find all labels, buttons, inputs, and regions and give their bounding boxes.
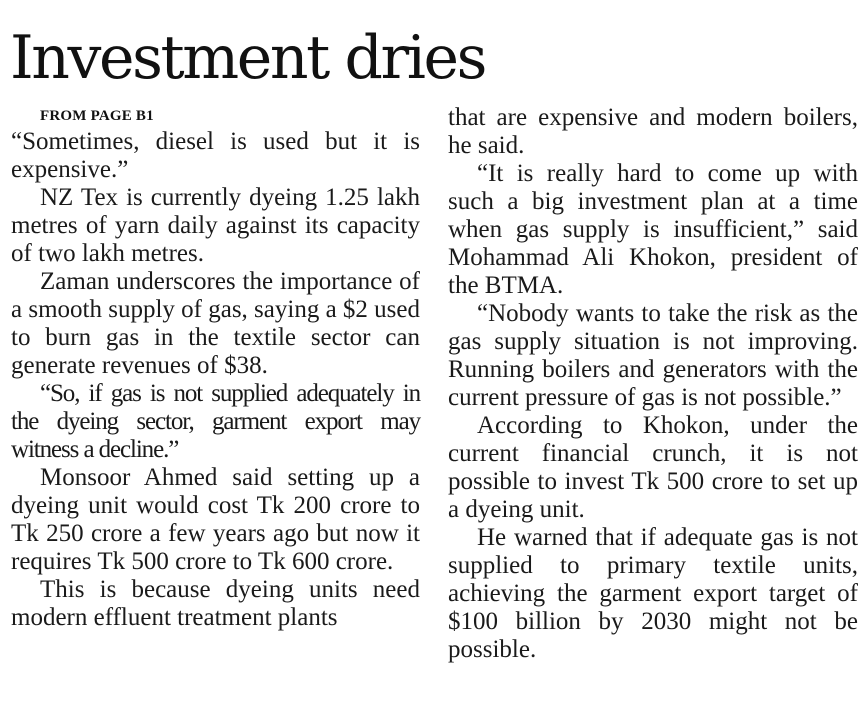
- article-paragraph: Zaman underscores the importance of a smooth supply of gas, saying a $2 used to burn gas in the textile sector can generate revenues of $38.: [11, 268, 420, 379]
- article-paragraph: He warned that if adequate gas is not supplied to primary textile units, achieving the garment export target of $100 billion by 2030 might not be possible.: [448, 524, 858, 663]
- article-paragraph-continued: that are expensive and modern boilers, he said.: [448, 104, 858, 159]
- jump-line: FROM PAGE B1: [40, 108, 154, 124]
- article-paragraph: According to Khokon, under the current financial crunch, it is not possible to invest Tk 500 crore to set up a dyeing unit.: [448, 412, 858, 523]
- article-paragraph: This is because dyeing units need modern effluent treatment plants: [11, 576, 420, 631]
- article-column-right: [448, 104, 858, 664]
- headline: Investment dries: [10, 23, 486, 93]
- article-paragraph: “Nobody wants to take the risk as the gas supply situation is not improving. Running boilers and generators with the current pressure of gas is not possible.”: [448, 300, 858, 411]
- article-paragraph: Monsoor Ahmed said setting up a dyeing unit would cost Tk 200 crore to Tk 250 crore a few years ago but now it requires Tk 500 crore to Tk 600 crore.: [11, 464, 420, 575]
- article-paragraph: “It is really hard to come up with such a big investment plan at a time when gas supply is insufficient,” said Mohammad Ali Khokon, president of the BTMA.: [448, 160, 858, 299]
- article-paragraph: NZ Tex is currently dyeing 1.25 lakh metres of yarn daily against its capacity of two lakh metres.: [11, 184, 420, 267]
- article-paragraph: “Sometimes, diesel is used but it is expensive.”: [11, 128, 420, 183]
- article-column-left: [11, 104, 420, 632]
- article-paragraph: “So, if gas is not supplied adequately in the dyeing sector, garment export may witness a decline.”: [11, 380, 420, 463]
